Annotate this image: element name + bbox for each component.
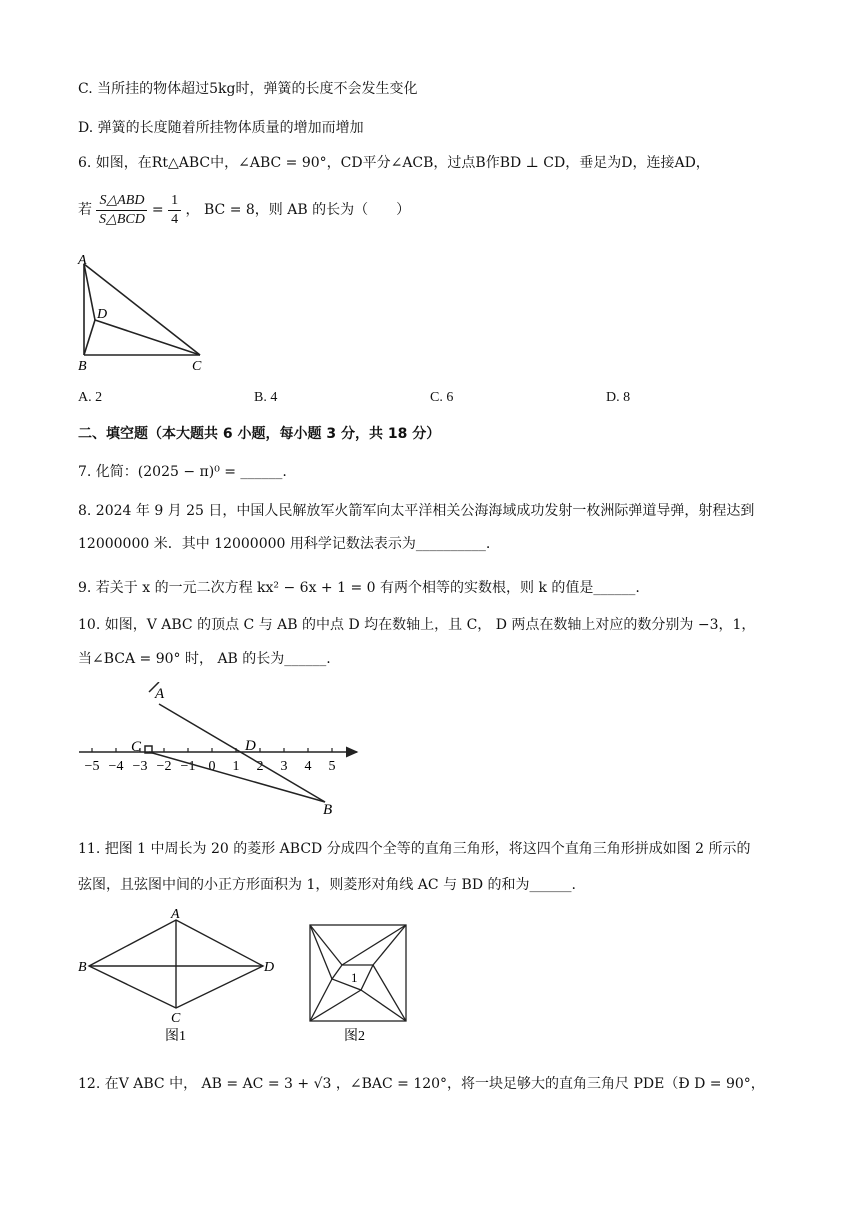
q6-option-a: A. 2 <box>78 390 103 405</box>
q10-tick-label: 3 <box>280 759 288 774</box>
q10-line1: 10. 如图，V ABC 的顶点 C 与 AB 的中点 D 均在数轴上，且 C， D 两点在数轴上对应的数分别为 −3，1， <box>78 617 756 633</box>
q6-ratio-value-den: 4 <box>171 211 179 227</box>
q11-hyp-3 <box>361 990 406 1021</box>
q11-label-c: C <box>171 1011 181 1026</box>
q11-label-a: A <box>171 908 180 922</box>
q6-ratio-value-num: 1 <box>168 192 181 211</box>
q10-label-d: D <box>245 738 256 754</box>
q6-ratio-equals: = <box>151 202 169 218</box>
q10-label-a: A <box>155 686 165 702</box>
q6-stem-tail: ， BC = 8，则 AB 的长为（ ） <box>185 202 411 218</box>
q11-line2: 弦图，且弦图中间的小正方形面积为 1，则菱形对角线 AC 与 BD 的和为______. <box>78 877 576 893</box>
q11-leg-1 <box>342 925 406 965</box>
q11-fig2-caption: 图2 <box>344 1029 365 1044</box>
q10-tick-label: 2 <box>256 759 264 774</box>
q11-figure1 <box>75 908 285 1048</box>
q10-line2: 当∠BCA = 90° 时， AB 的长为______. <box>78 651 331 667</box>
q10-tick-label: −5 <box>84 759 100 774</box>
q11-fig1-caption: 图1 <box>165 1029 186 1044</box>
q6-area-ratio <box>96 192 147 229</box>
q11-label-d: D <box>264 960 275 975</box>
q10-tick-label: −3 <box>132 759 148 774</box>
section2-heading: 二、填空题（本大题共 6 小题，每小题 3 分，共 18 分） <box>78 426 441 442</box>
q8-line2: 12000000 米．其中 12000000 用科学记数法表示为__________. <box>78 536 491 552</box>
q11-leg-2 <box>373 965 406 1021</box>
q11-inner-area-label: 1 <box>351 970 358 985</box>
q6-segment-bd <box>84 320 95 355</box>
q6-label-d: D <box>97 307 108 322</box>
q5-option-d: D. 弹簧的长度随着所挂物体质量的增加而增加 <box>78 120 364 136</box>
q10-tick-label: −4 <box>108 759 124 774</box>
q6-option-c: C. 6 <box>430 390 454 405</box>
q10-label-b: B <box>323 802 333 817</box>
q7-text: 7. 化简：(2025 − π)⁰ = ______. <box>78 464 287 480</box>
q11-leg-4 <box>310 925 332 979</box>
q6-label-a: A <box>78 253 87 268</box>
q6-label-b: B <box>78 359 87 374</box>
q6-ratio-numerator: S△ABD <box>96 192 147 211</box>
q11-line1: 11. 把图 1 中周长为 20 的菱形 ABCD 分成四个全等的直角三角形，将这四个直角三角形拼成如图 2 所示的 <box>78 841 751 857</box>
q10-tick-label: 1 <box>232 759 240 774</box>
q11-hyp-2 <box>373 925 406 965</box>
q10-tick-label: 0 <box>208 759 216 774</box>
q8-line1: 8. 2024 年 9 月 25 日，中国人民解放军火箭军向太平洋相关公海海域成功发射一枚洲际弹道导弹，射程达到 <box>78 503 755 519</box>
q10-tick-label: 5 <box>328 759 336 774</box>
q6-figure <box>70 250 220 375</box>
q11-hyp-1 <box>310 925 342 965</box>
q6-option-b: B. 4 <box>254 390 278 405</box>
q6-segment-ad <box>84 264 95 320</box>
q6-segment-cd <box>95 320 200 355</box>
q5-option-c: C. 当所挂的物体超过5kg时，弹簧的长度不会发生变化 <box>78 81 418 97</box>
q6-stem-prefix: 若 <box>78 202 92 218</box>
q6-stem-line1: 6. 如图，在Rt△ABC中，∠ABC = 90°，CD平分∠ACB，过点B作BD ⊥ CD，垂足为D，连接AD， <box>78 155 710 171</box>
q6-stem-line2 <box>78 188 790 232</box>
q10-tick-label: −2 <box>156 759 172 774</box>
q10-segment-ab <box>156 704 325 802</box>
q11-figure2 <box>300 915 420 1045</box>
q10-tick-label: 4 <box>304 759 312 774</box>
q10-tick-label: −1 <box>180 759 196 774</box>
q6-label-c: C <box>192 359 202 374</box>
q9-text: 9. 若关于 x 的一元二次方程 kx² − 6x + 1 = 0 有两个相等的实数根，则 k 的值是______. <box>78 580 640 596</box>
q10-label-c: C <box>131 739 142 755</box>
q6-ratio-denominator: S△BCD <box>99 211 145 227</box>
q11-outer-square <box>310 925 406 1021</box>
q10-figure <box>75 682 375 817</box>
q6-ratio-value <box>168 192 181 229</box>
q6-option-d: D. 8 <box>606 390 631 405</box>
q12-text: 12. 在V ABC 中， AB = AC = 3 + √3 ，∠BAC = 120°，将一块足够大的直角三角尺 PDE（Ð D = 90°， <box>78 1076 765 1092</box>
q11-label-b: B <box>78 960 87 975</box>
